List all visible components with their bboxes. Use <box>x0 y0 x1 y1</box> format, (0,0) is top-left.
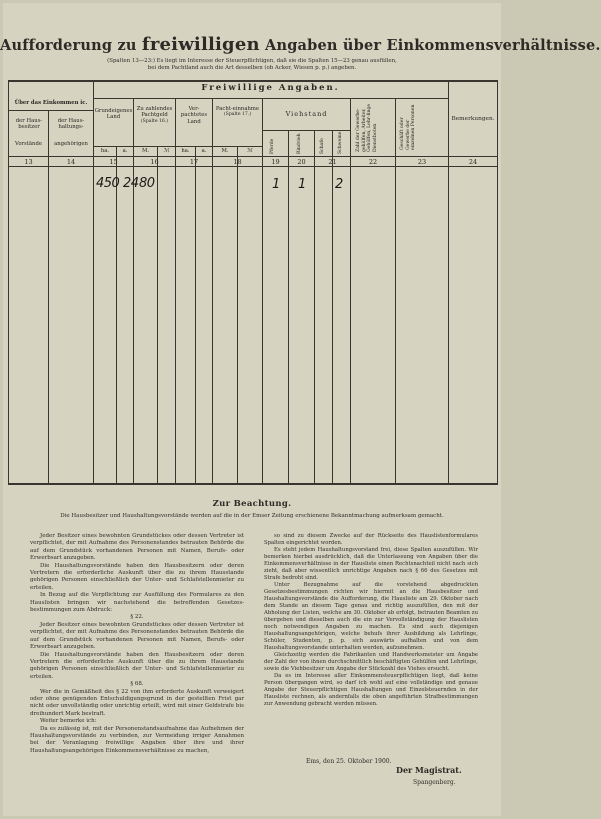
header-pachtgeld-note: (Spalte 16.) <box>140 118 169 124</box>
header-hausbesitzer: der Haus-besitzer <box>15 118 43 131</box>
unit-pf-16: ℳ <box>163 148 170 154</box>
col-rule-21 <box>314 130 315 483</box>
header-pferde: Pferde <box>270 138 275 154</box>
header-viehstand: Viehstand <box>285 110 328 118</box>
notice-signer: Spangenberg. <box>413 779 456 786</box>
col-number-23: 23 <box>417 158 427 166</box>
col-number-14: 14 <box>66 158 76 166</box>
notice-left-paragraph: Weiter bemerke ich: <box>40 718 97 725</box>
col-number-21: 21 <box>328 158 337 166</box>
entry-schafe: 2 <box>335 177 343 192</box>
header-pachteinnahme-note: (Spalte 17.) <box>223 112 252 118</box>
notice-left-paragraph: Jeder Besitzer eines bewohnten Grundstückes oder dessen Vertreter ist verpflichtet, der mit Aufnahme des Personenstandes betrauten Behörde die auf dem Grundstück vorhandenen Personen mit Namen, Berufs- oder Erwerbsart anzugeben. <box>30 533 244 562</box>
notice-subtitle: Die Hausbesitzer und Haushaltungsvorstände werden auf die in der Emser Zeitung erschienene Bekanntmachung aufmerksam gemacht. <box>60 513 444 519</box>
unit-mark-18: M. <box>221 148 229 154</box>
header-verpachtetes-land: Ver-pachtetes Land <box>180 106 208 125</box>
entry-pachtgeld: 80 <box>139 176 155 191</box>
notice-left-paragraph: Jeder Besitzer eines bewohnten Grundstückes oder dessen Vertreter ist verpflichtet, der mit Aufnahme des Personenstandes betrauten Behörde die auf dem Grundstück vorhandenen Personen mit Namen, Berufs- oder Erwerbsart anzugeben. <box>30 621 244 651</box>
header-pachteinnahme-label: Pacht-einnahme <box>215 106 260 112</box>
unit-ha-15: ha. <box>100 148 110 154</box>
notice-section-heading: § 22. <box>130 614 144 621</box>
group-left-header <box>9 100 93 106</box>
notice-right-column <box>264 533 478 708</box>
notice-title: Zur Beachtung. <box>212 499 292 509</box>
number-row-rule <box>8 166 498 167</box>
header-bottom-rule <box>8 156 498 157</box>
title-prefix: Aufforderung zu <box>0 37 137 54</box>
header-rindvieh: Rindvieh <box>297 133 302 154</box>
col-number-13: 13 <box>24 158 33 166</box>
title-suffix: Angaben über Einkommensverhältnisse. <box>265 37 601 54</box>
unit-a-17: a. <box>201 148 207 154</box>
col-number-20: 20 <box>297 158 306 166</box>
unit-pf-18: ℳ <box>247 148 253 154</box>
col-number-15: 15 <box>109 158 118 166</box>
col-number-19: 19 <box>271 158 280 166</box>
group-left-label: Über das Einkommen <box>14 100 79 106</box>
notice-left-column <box>30 533 244 755</box>
header-grundeigenes-land: Grundeigenes Land <box>94 108 133 121</box>
header-bemerkungen: Bemerkungen. <box>451 116 495 122</box>
group-left-rule <box>8 110 94 111</box>
col-rule-17 <box>175 98 176 483</box>
notice-left-paragraph: Die Haushaltungsvorstände haben den Hausbesitzern oder deren Vertretern die erforderliche Auskunft über die zu ihrem Hausstande gehörigen Personen einschließlich der Unter- und Schlafstellenmieter zu erteilen. <box>30 651 244 680</box>
col-number-16: 16 <box>150 158 159 166</box>
unit-a-15: a. <box>122 148 128 154</box>
col-rule-15-sub <box>116 146 117 483</box>
header-schafe: Schafe <box>320 138 325 154</box>
notice-right-paragraph: Gleichzeitig werden die Fabrikanten und Handwerksmeister um Angabe der Zahl der von ihnen durchschnittlich beschäftigten Gehülfen und Lehrlinge, sowie die Viehbesitzer um Angabe der Stückzahl des Viehes ersucht. <box>264 652 478 672</box>
col-rule-17-sub <box>195 146 196 483</box>
header-pachtgeld <box>134 106 175 125</box>
col-rule-22 <box>350 98 351 483</box>
header-haushaltungs: der Haus-haltungs- <box>57 118 85 131</box>
col-number-17: 17 <box>189 158 199 166</box>
unit-mark-16: M. <box>141 148 150 154</box>
col-rule-20 <box>288 130 289 483</box>
col-number-18: 18 <box>233 158 242 166</box>
col-number-24: 24 <box>468 158 478 166</box>
notice-left-paragraph: In Bezug auf die Verpflichtung zur Ausfüllung des Formulares zu den Hauslisten bringen wir nachstehend die betreffenden Gesetzes-bestimmungen zum Abdruck: <box>30 592 244 614</box>
header-pachtgeld-label: Zu zahlendes Pachtgeld <box>136 106 173 119</box>
group-left-tail: ic. <box>80 100 88 106</box>
table-top-rule <box>8 80 498 82</box>
entry-pferde: 1 <box>272 177 280 192</box>
col-rule-24 <box>448 80 449 483</box>
col-rule-18-sub <box>237 146 238 483</box>
notice-section-heading: § 68. <box>130 681 144 688</box>
header-gewerbegehuelfen: Zahl der Gewerbe-gehülfen, Arbeiter, Gehülfen, Lehr-linge Dienstboten <box>356 103 378 152</box>
notice-date: Ems, den 25. Oktober 1900. <box>306 758 392 765</box>
col-rule-23 <box>395 98 396 483</box>
page-title <box>0 34 601 55</box>
notice-right-paragraph: so sind zu diesem Zwecke auf der Rückseite des Hauslistenformulares Spalten eingerichtet worden. <box>264 533 478 546</box>
col-rule-16 <box>133 98 134 483</box>
subtitle-line-1: (Spalten 13—23:) Es liegt im Interesse der Steuerpflichtigen, daß sie die Spalten 15—23 genau ausfüllen, <box>107 58 397 64</box>
notice-authority: Der Magistrat. <box>396 765 462 775</box>
notice-right-paragraph: Es steht jedem Haushaltungsvorstand frei, diese Spalten auszufüllen. Wir bemerken hierbei ausdrücklich, daß die Unterlassung von Angaben über die Einkommensverhältnisse in der Hausliste einen Rechtsnachteil nicht nach sich zieht, daß aber wissentlich unrichtige Angaben nach § 66 des Gesetzes mit Strafe bedroht sind. <box>264 547 478 581</box>
notice-left-paragraph: Wer die in Gemäßheit des § 22 von ihm erforderte Auskunft verweigert oder ohne genügenden Entschuldigungsgrund in der gestellten Frist gar nicht oder unvollständig oder unrichtig erteilt, wird mit einer Geldstrafe bis dreihundert Mark bestraft. <box>30 688 244 717</box>
unit-row-rule-1 <box>94 146 182 147</box>
notice-right-paragraph: Da es im Interesse aller Einkommensteuerpflichtigen liegt, daß keine Person übergangen wird, so darf ich wohl auf eine vollständige und genaue Angabe der Steuerpflichtigen Haushaltungen und Einzelsteuernden in der Hausliste rechnen, als andernfalls die oben angeführten Strafbestimmungen zur Anwendung gebracht werden müssen. <box>264 673 478 707</box>
col-rule-19 <box>262 98 263 483</box>
unit-row-rule-2 <box>175 146 262 147</box>
section-title: Freiwillige Angaben. <box>201 83 340 93</box>
entry-rindvieh: 1 <box>298 177 306 192</box>
table-bottom-rule <box>8 483 498 485</box>
header-geschaeft: Geschäft oder Gewerbe der einzelnen Personen <box>400 104 417 150</box>
notice-left-paragraph: Die Haushaltungsvorstände haben den Hausbesitzern oder deren Vertretern die erforderliche Auskunft über die zu ihrem Hausstande gehörigen Personen einschließlich der Unter- und Schlafstellenmieter zu erteilen. <box>30 562 244 591</box>
unit-ha-17: ha. <box>181 148 190 154</box>
col-rule-18 <box>212 98 213 483</box>
header-schweine: Schweine <box>338 131 343 154</box>
col-rule-16-sub <box>157 146 158 483</box>
header-vorstaende: Vorstände <box>14 141 42 147</box>
notice-left-paragraph: Da es zulässig ist, mit der Personenstandsaufnahme das Aufnehmen der Haushaltungsvorstände zu verbinden, zur Vermeidung irriger Annahmen bei der Veranlagung freiwillige Angaben über ihre und ihrer Haushaltungsangehörigen Einkommensverhältnisse zu machen, <box>30 725 244 754</box>
entry-grundeigenes-land: 450 24 <box>96 176 139 191</box>
header-angehoerigen: angehörigen <box>54 141 88 147</box>
subtitle-line-2: bei dem Pachtland auch die Art desselben (ob Acker, Wiesen p. p.) angeben. <box>147 65 357 72</box>
col-rule-15 <box>93 80 94 483</box>
col-rule-21b <box>332 130 333 483</box>
notice-right-paragraph: Unter Bezugnahme auf die vorstehend abgedruckten Gesetzesbestimmungen richten wir hiermit an die Hausbesitzer und Haushaltungsvorstände die Aufforderung, die Hausliste am 29. Oktober nach dem Stande an diesem Tage genau und richtig auszufüllen, den mit der Abholung der Listen, welche am 30. Oktober ab erfolgt, betrauten Beamten zu übergeben und dieselben auch die ein zur Vervollständigung der Hauslisten noch notwendigen Angaben zu machen. Es sind auch diejenigen Haushaltungsangehörigen, welche behufs ihrer Ausbildung als Lehrlinge, Schüler, Studenten, p. p. sich auswärts aufhalten und von dem Haushaltungsvorstande unterhalten werden, aufzunehmen. <box>264 582 478 651</box>
table-right-rule <box>497 80 498 485</box>
page-subtitle <box>20 58 484 72</box>
title-emphasis: freiwilligen <box>141 34 260 55</box>
viehstand-rule <box>262 130 350 131</box>
col-number-22: 22 <box>368 158 378 166</box>
header-pachteinnahme <box>213 106 262 119</box>
